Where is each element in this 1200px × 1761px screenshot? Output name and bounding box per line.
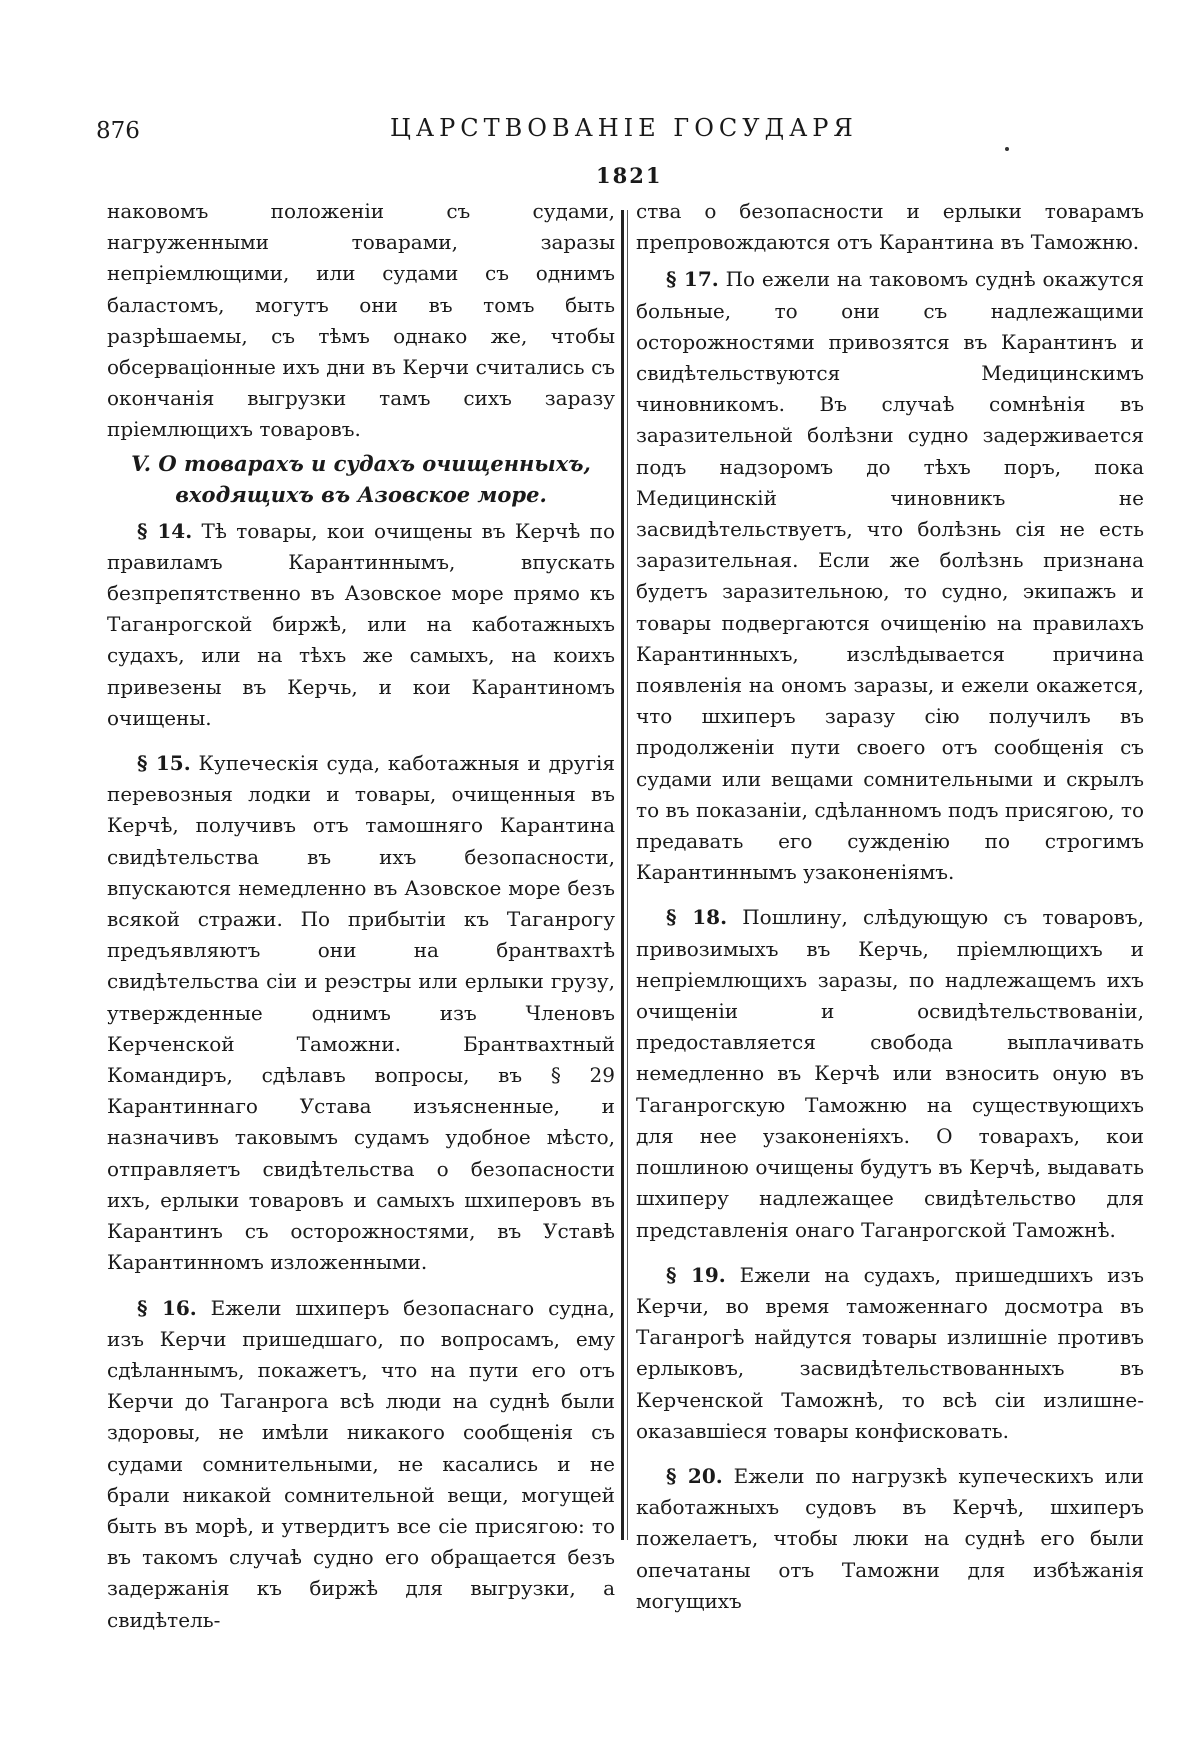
section-number: § 18.	[666, 905, 728, 930]
section-heading: V. О товарахъ и судахъ очищенныхъ, входящихъ въ Азовское море.	[131, 450, 591, 507]
column-rule	[621, 210, 624, 1540]
paragraph-text: Пошлину, слѣдующую съ товаровъ, привозимыхъ въ Керчь, пріемлющихъ и непріемлющихъ заразы, по надлежащемъ ихъ очищеніи и освидѣтельствованіи, предоставляется свобода выплачивать немедленно въ Керчѣ или взносить оную въ Таганрогскую Таможню на существующихъ для нее узаконеніяхъ. О товарахъ, кои пошлиною очищены будутъ въ Керчѣ, выдавать шхиперу надлежащее свидѣтельство для представленія онаго Таганрогской Таможнѣ.	[636, 905, 1144, 1242]
paragraph-text: Тѣ товары, кои очищены въ Керчѣ по правиламъ Карантиннымъ, впускать безпрепятственно въ Азовское море прямо къ Таганрогской биржѣ, или на каботажныхъ судахъ, или на тѣхъ же самыхъ, на коихъ привезены въ Керчь, и кои Карантиномъ очищены.	[107, 518, 616, 730]
paragraph-20	[636, 1461, 1144, 1617]
section-number: § 20.	[666, 1463, 723, 1488]
section-number: § 15.	[137, 751, 191, 776]
left-column	[107, 196, 615, 1636]
paragraph: наковомъ положеніи съ судами, нагруженными товарами, заразы непріемлющими, или судами съ однимъ баластомъ, могутъ они въ томъ быть разрѣшаемы, съ тѣмъ однако же, чтобы обсерваціонные ихъ дни въ Керчи считались съ окончанія выгрузки тамъ сихъ заразу пріемлющихъ товаровъ.	[107, 199, 615, 442]
paragraph-text: Ежели по нагрузкѣ купеческихъ или каботажныхъ судовъ въ Керчѣ, шхиперъ пожелаетъ, чтобы люки на суднѣ его были опечатаны отъ Таможни для избѣжанія могущихъ	[636, 1463, 1144, 1613]
paragraph-19	[636, 1260, 1144, 1447]
page-number: 876	[96, 118, 140, 144]
paragraph-text: Купеческія суда, каботажныя и другія перевозныя лодки и товары, очищенныя въ Керчѣ, получивъ отъ тамошняго Карантина свидѣтельства въ ихъ безопасности, впускаются немедленно въ Азовское море безъ всякой стражи. По прибытіи къ Таганрогу предъявляютъ они на брантвахтѣ свидѣтельства сіи и реэстры или ерлыки грузу, утвержденные однимъ изъ Членовъ Керченской Таможни. Брантвахтный Командиръ, сдѣлавъ вопросы, въ § 29 Карантиннаго Устава изъясненные, и назначивъ таковымъ судамъ удобное мѣсто, отправляетъ свидѣтельства о безопасности ихъ, ерлыки товаровъ и самыхъ шхиперовъ въ Карантинъ съ осторожностями, въ Уставѣ Карантинномъ изложенными.	[107, 751, 616, 1275]
paragraph-17	[636, 264, 1144, 888]
section-number: § 14.	[137, 518, 193, 543]
section-number: § 17.	[666, 267, 719, 292]
decorative-dot	[1005, 147, 1009, 151]
paragraph-15	[107, 748, 615, 1278]
paragraph: ства о безопасности и ерлыки товарамъ препровождаются отъ Карантина въ Таможню.	[636, 199, 1144, 255]
year-heading: 1821	[596, 163, 663, 188]
running-title: ЦАРСТВОВАНІЕ ГОСУДАРЯ	[390, 114, 858, 142]
paragraph-text: Ежели на судахъ, пришедшихъ изъ Керчи, во время таможеннаго досмотра въ Таганрогѣ найдутся товары излишніе противъ ерлыковъ, засвидѣтельствованныхъ въ Керченской Таможнѣ, то всѣ сіи излишне-оказавшіеся товары конфисковать.	[636, 1262, 1145, 1443]
paragraph-text: Ежели шхиперъ безопаснаго судна, изъ Керчи пришедшаго, по вопросамъ, ему сдѣланнымъ, покажетъ, что на пути его отъ Керчи до Таганрога всѣ люди на суднѣ были здоровы, не имѣли никакого сообщенія съ судами сомнительными, не касались и не брали никакой сомнительной вещи, могущей быть въ морѣ, и утвердитъ все сіе присягою: то въ такомъ случаѣ судно его обращается безъ задержанія къ биржѣ для выгрузки, а свидѣтель-	[107, 1295, 616, 1632]
column-rule-thin	[627, 210, 628, 1540]
paragraph-16	[107, 1293, 615, 1636]
paragraph-14	[107, 516, 615, 734]
section-number: § 16.	[137, 1295, 197, 1320]
paragraph-18	[636, 902, 1144, 1245]
section-number: § 19.	[666, 1262, 726, 1287]
paragraph-text: По ежели на таковомъ суднѣ окажутся больные, то они съ надлежащими осторожностями привозятся въ Карантинъ и свидѣтельствуются Медицинскимъ чиновникомъ. Въ случаѣ сомнѣнія въ заразительной болѣзни судно задерживается подъ надзоромъ до тѣхъ поръ, пока Медицинскій чиновникъ не засвидѣтельствуетъ, что болѣзнь сія не есть заразительная. Если же болѣзнь признана будетъ заразительною, то судно, экипажъ и товары подвергаются очищенію на правилахъ Карантинныхъ, изслѣдывается причина появленія на ономъ заразы, и ежели окажется, что шхиперъ заразу сію получилъ въ продолженіи пути своего отъ сообщенія съ судами или вещами сомнительными и скрылъ то въ показаніи, сдѣланномъ подъ присягою, то предавать его сужденію по строгимъ Карантиннымъ узаконеніямъ.	[636, 267, 1144, 885]
right-column	[636, 196, 1144, 1617]
